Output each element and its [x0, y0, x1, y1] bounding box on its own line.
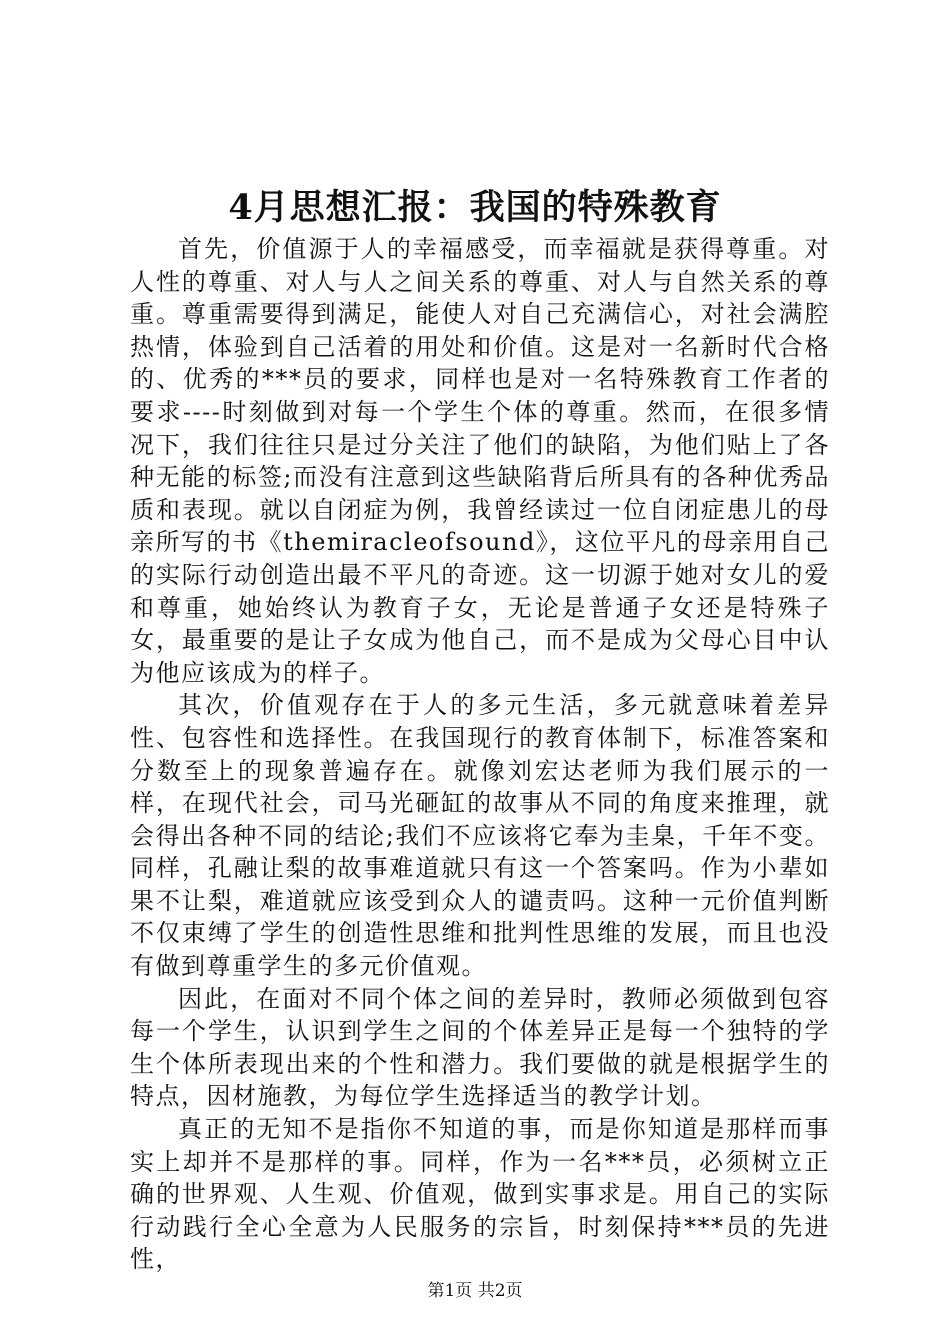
paragraph: 其次，价值观存在于人的多元生活，多元就意味着差异性、包容性和选择性。在我国现行的教育体制下，标准答案和分数至上的现象普遍存在。就像刘宏达老师为我们展示的一样，在现代社会，司马光砸缸的故事从不同的角度来推理，就会得出各种不同的结论;我们不应该将它奉为圭臬，千年不变。同样，孔融让梨的故事难道就只有这一个答案吗。作为小辈如果不让梨，难道就应该受到众人的谴责吗。这种一元价值判断不仅束缚了学生的创造性思维和批判性思维的发展，而且也没有做到尊重学生的多元价值观。: [130, 691, 830, 981]
paragraph: 因此，在面对不同个体之间的差异时，教师必须做到包容每一个学生，认识到学生之间的个体差异正是每一个独特的学生个体所表现出来的个性和潜力。我们要做的就是根据学生的特点，因材施教，为每位学生选择适当的教学计划。: [130, 984, 830, 1111]
paragraph: 首先，价值源于人的幸福感受，而幸福就是获得尊重。对人性的尊重、对人与人之间关系的尊重、对人与自然关系的尊重。尊重需要得到满足，能使人对自己充满信心，对社会满腔热情，体验到自己活着的用处和价值。这是对一名新时代合格的、优秀的***员的要求，同样也是对一名特殊教育工作者的要求----时刻做到对每一个学生个体的尊重。然而，在很多情况下，我们往往只是过分关注了他们的缺陷，为他们贴上了各种无能的标签;而没有注意到这些缺陷背后所具有的各种优秀品质和表现。就以自闭症为例，我曾经读过一位自闭症患儿的母亲所写的书《themiracleofsound》，这位平凡的母亲用自己的实际行动创造出最不平凡的奇迹。这一切源于她对女儿的爱和尊重，她始终认为教育子女，无论是普通子女还是特殊子女，最重要的是让子女成为他自己，而不是成为父母心目中认为他应该成为的样子。: [130, 235, 830, 687]
paragraph: 真正的无知不是指你不知道的事，而是你知道是那样而事实上却并不是那样的事。同样，作为一名***员，必须树立正确的世界观、人生观、价值观，做到实事求是。用自己的实际行动践行全心全意为人民服务的宗旨，时刻保持***员的先进性，: [130, 1115, 830, 1274]
document-title: 4月思想汇报：我国的特殊教育: [228, 187, 722, 228]
page-footer: 第1页 共2页: [427, 1281, 523, 1301]
document-body: [130, 233, 830, 1276]
